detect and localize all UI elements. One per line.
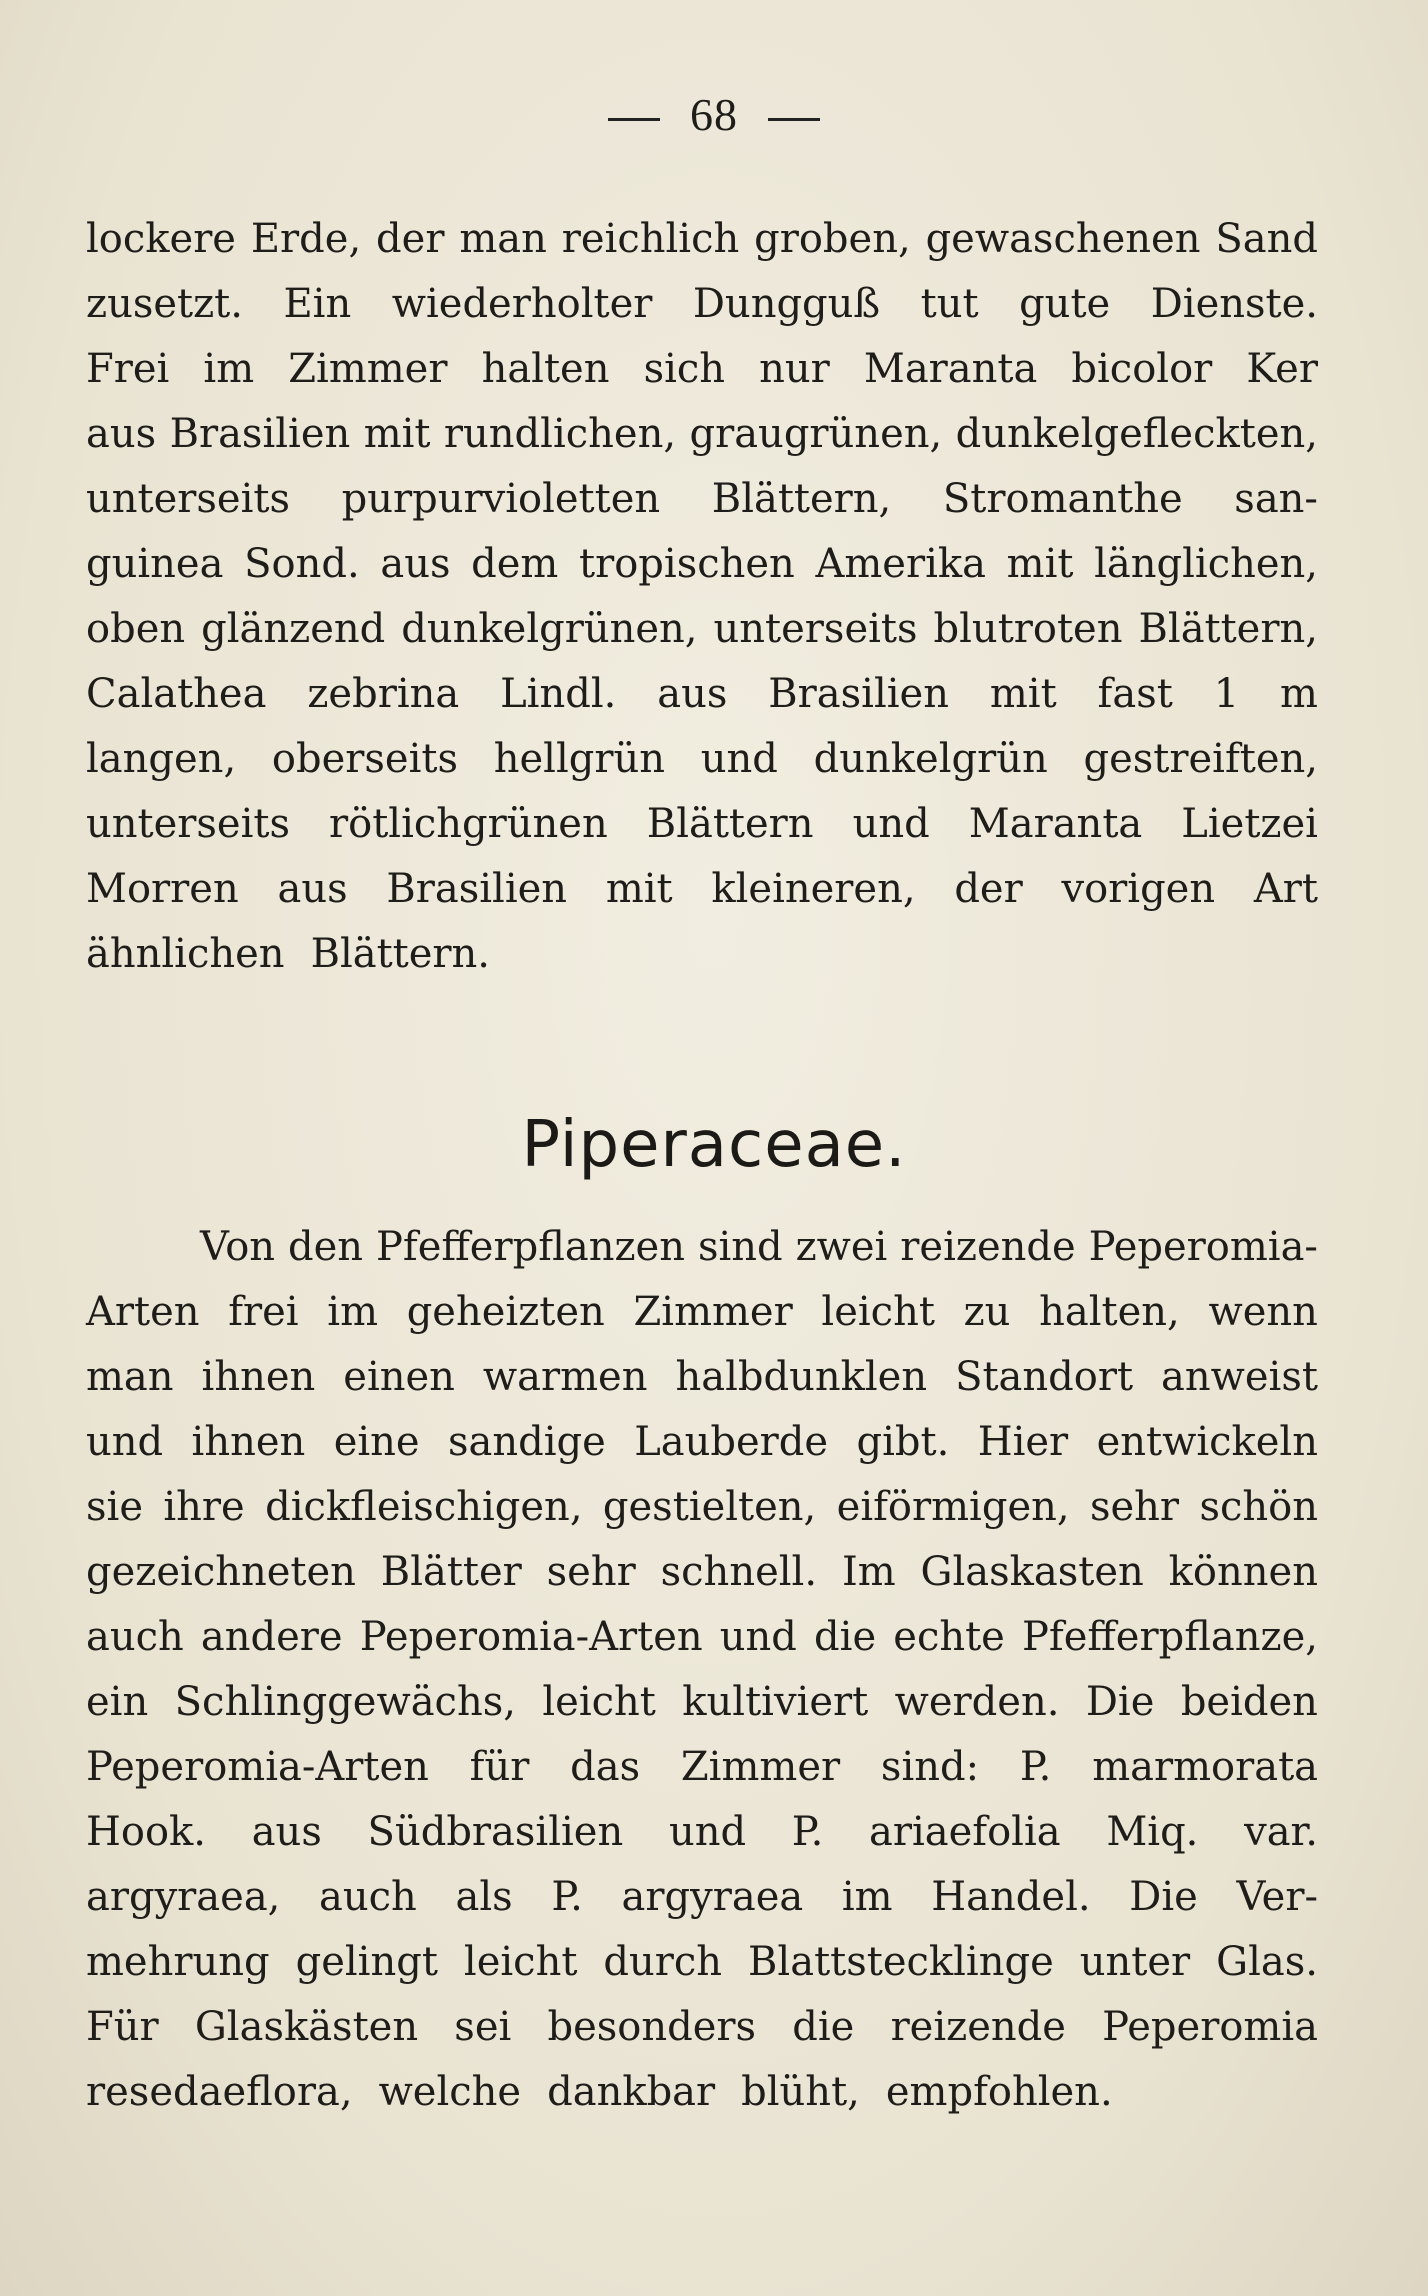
- text-line: Frei im Zimmer halten sich nur Maranta bicolor Ker: [86, 346, 1318, 392]
- text-line: unterseits purpurvioletten Blättern, Stromanthe san-: [86, 476, 1318, 522]
- text-line: argyraea, auch als P. argyraea im Handel. Die Ver-: [86, 1874, 1318, 1920]
- section-heading: Piperaceae.: [521, 1108, 907, 1182]
- text-line: Für Glaskästen sei besonders die reizende Peperomia: [86, 2004, 1318, 2050]
- paragraph-piperaceae: [86, 1215, 1318, 2125]
- text-line: Morren aus Brasilien mit kleineren, der vorigen Art: [86, 866, 1318, 912]
- text-line: sie ihre dickfleischigen, gestielten, eiförmigen, sehr schön: [86, 1484, 1318, 1530]
- text-line: Peperomia-Arten für das Zimmer sind: P. marmorata: [86, 1744, 1318, 1790]
- text-line: Arten frei im geheizten Zimmer leicht zu halten, wenn: [86, 1289, 1318, 1335]
- text-line: lockere Erde, der man reichlich groben, gewaschenen Sand: [86, 216, 1318, 262]
- text-line: Calathea zebrina Lindl. aus Brasilien mit fast 1 m: [86, 671, 1318, 717]
- text-line: unterseits rötlichgrünen Blättern und Maranta Lietzei: [86, 801, 1318, 847]
- text-line: Von den Pfefferpflanzen sind zwei reizende Peperomia-: [200, 1224, 1318, 1270]
- dash-left: [608, 118, 660, 121]
- text-line: oben glänzend dunkelgrünen, unterseits blutroten Blättern,: [86, 606, 1318, 652]
- text-line: zusetzt. Ein wiederholter Dungguß tut gute Dienste.: [86, 281, 1318, 327]
- text-line: langen, oberseits hellgrün und dunkelgrün gestreiften,: [86, 736, 1318, 782]
- page-number-text: 68: [690, 89, 738, 140]
- text-line: man ihnen einen warmen halbdunklen Standort anweist: [86, 1354, 1318, 1400]
- dash-right: [768, 118, 820, 121]
- page-number: [0, 88, 1428, 141]
- text-line: gezeichneten Blätter sehr schnell. Im Glaskasten können: [86, 1549, 1318, 1595]
- text-line: Hook. aus Südbrasilien und P. ariaefolia Miq. var.: [86, 1809, 1318, 1855]
- text-line: und ihnen eine sandige Lauberde gibt. Hier entwickeln: [86, 1419, 1318, 1465]
- text-line: mehrung gelingt leicht durch Blattstecklinge unter Glas.: [86, 1939, 1318, 1985]
- paragraph-continuation: [86, 207, 1318, 987]
- text-line: aus Brasilien mit rundlichen, graugrünen, dunkelgefleckten,: [86, 411, 1318, 457]
- text-line: ähnlichen Blättern.: [86, 931, 491, 977]
- text-line: guinea Sond. aus dem tropischen Amerika mit länglichen,: [86, 541, 1318, 587]
- text-line: ein Schlinggewächs, leicht kultiviert werden. Die beiden: [86, 1679, 1318, 1725]
- text-line: resedaeflora, welche dankbar blüht, empfohlen.: [86, 2069, 1113, 2115]
- text-line: auch andere Peperomia-Arten und die echte Pfefferpflanze,: [86, 1614, 1318, 1660]
